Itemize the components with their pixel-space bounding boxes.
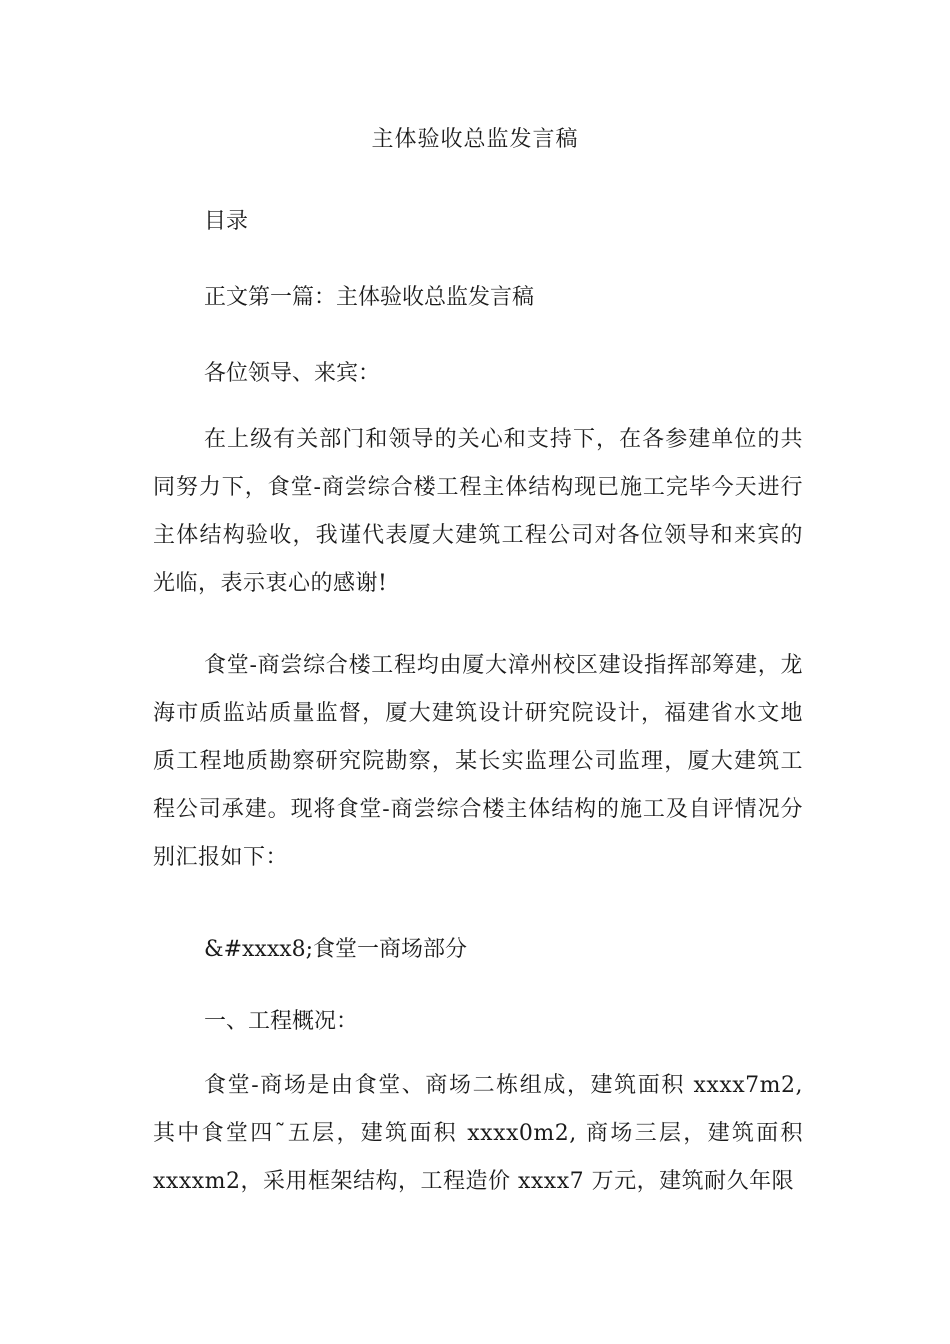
paragraph-project-parties: 食堂-商尝综合楼工程均由厦大漳州校区建设指挥部筹建，龙海市质监站质量监督，厦大建筑设计研究院设计，福建省水文地质工程地质勘察研究院勘察，某长实监理公司监理，厦大建筑工程公司承建。现将食堂-商尝综合楼主体结构的施工及自评情况分别汇报如下： (153, 653, 803, 870)
document-title: 主体验收总监发言稿 (371, 127, 579, 152)
section-heading: &#xxxx8;食堂一商场部分 (204, 937, 468, 962)
subsection-heading: 一、工程概况： (204, 1009, 359, 1034)
salutation: 各位领导、来宾： (204, 361, 381, 386)
paragraph-project-overview: 食堂-商场是由食堂、商场二栋组成，建筑面积 xxxx7m2, 其中食堂四˜五层，建筑面积 xxxx0m2, 商场三层，建筑面积 xxxxm2，采用框架结构，工程造价 xxxx7 万元，建筑耐久年限 (153, 1073, 803, 1194)
chapter-heading: 正文第一篇：主体验收总监发言稿 (204, 285, 535, 310)
toc-label: 目录 (204, 209, 249, 234)
paragraph-intro: 在上级有关部门和领导的关心和支持下，在各参建单位的共同努力下，食堂-商尝综合楼工程主体结构现已施工完毕今天进行主体结构验收，我谨代表厦大建筑工程公司对各位领导和来宾的光临，表示衷心的感谢! (153, 427, 803, 596)
